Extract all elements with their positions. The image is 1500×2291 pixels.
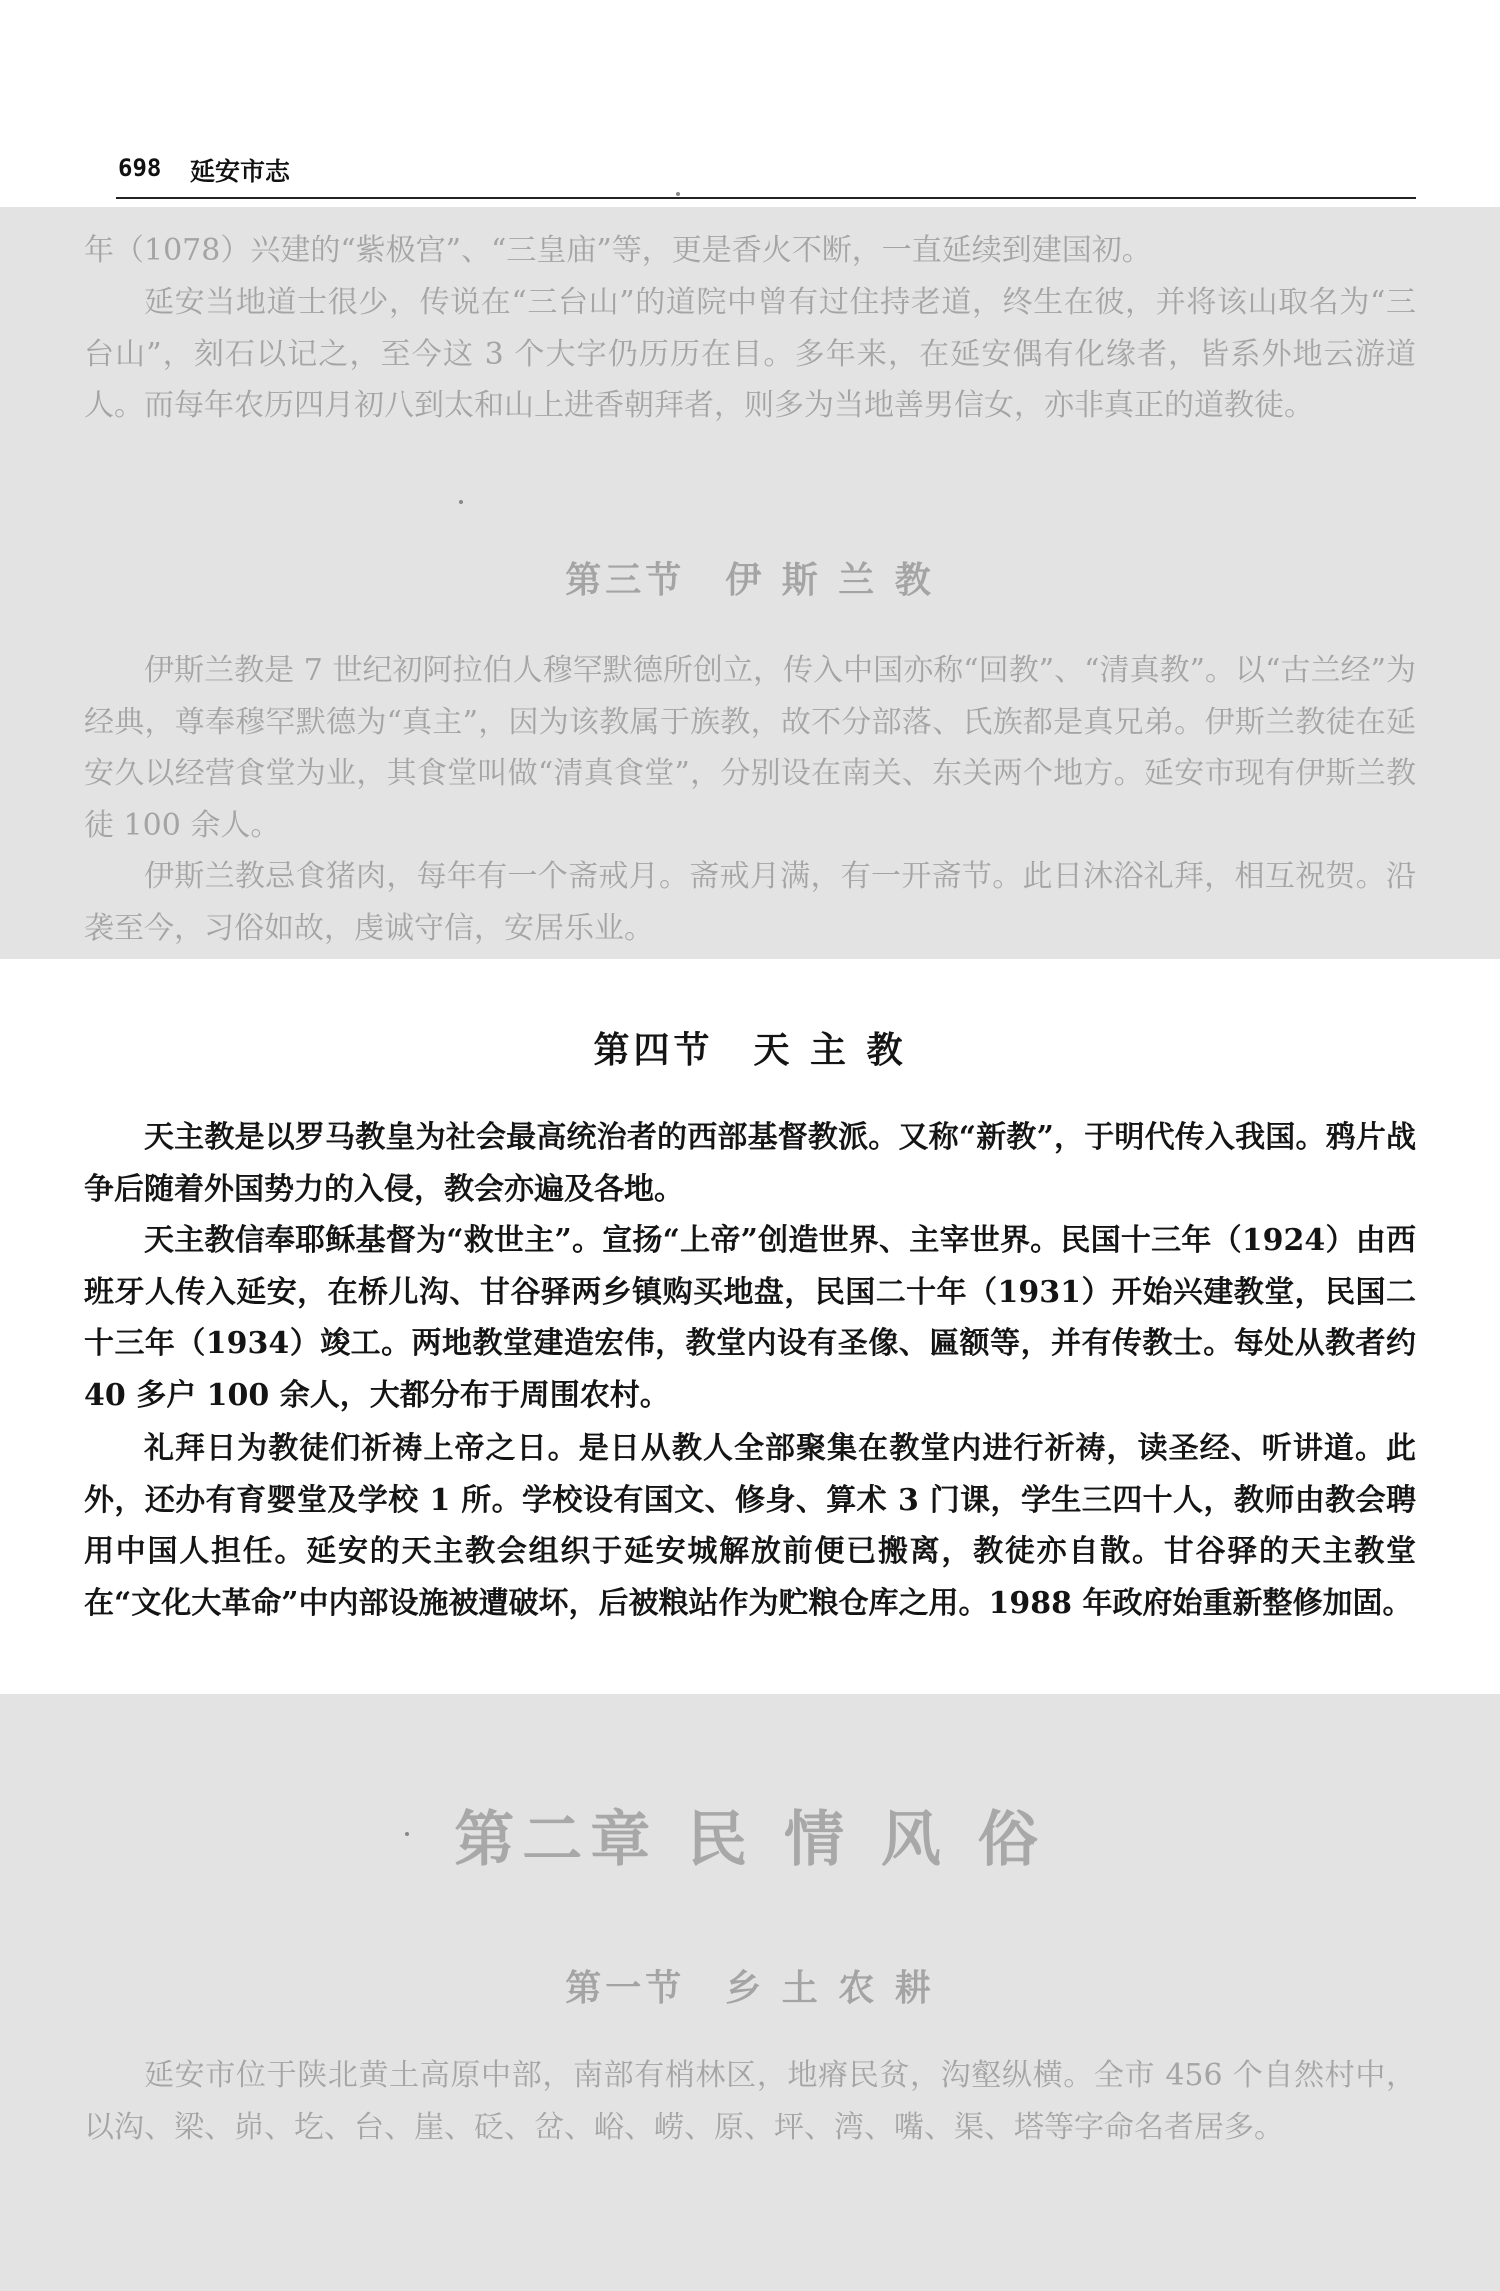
section3-title: 第三节 伊 斯 兰 教 [565, 559, 935, 601]
faded-paragraph-taoism-tail: 年（1078）兴建的“紫极宫”、“三皇庙”等，更是香火不断，一直延续到建国初。 [84, 233, 1152, 268]
page-number: 698 [118, 154, 162, 182]
catholic-paragraph-history: 天主教信奉耶稣基督为“救世主”。宣扬“上帝”创造世界、主宰世界。民国十三年（1924）由西班牙人传入延安，在桥儿沟、甘谷驿两乡镇购买地盘，民国二十年（1931）开始兴建教堂，民国二十三年（1934）竣工。两地教堂建造宏伟，教堂内设有圣像、匾额等，并有传教士。每处从教者约 40 多户 100 余人，大都分布于周围农村。 [84, 1223, 1416, 1413]
faded-paragraph-farming: 延安市位于陕北黄土高原中部，南部有梢林区，地瘠民贫，沟壑纵横。全市 456 个自然村中，以沟、梁、峁、圪、台、崖、砭、岔、峪、崂、原、坪、湾、嘴、渠、塔等字命名者居多。 [84, 2058, 1416, 2145]
print-speck [676, 192, 680, 196]
chapter2-title: 第二章 民 情 风 俗 [454, 1805, 1046, 1875]
faded-paragraph-islam-customs: 伊斯兰教忌食猪肉，每年有一个斋戒月。斋戒月满，有一开斋节。此日沐浴礼拜，相互祝贺。沿袭至今，习俗如故，虔诚守信，安居乐业。 [84, 859, 1416, 946]
faded-paragraph-islam-intro: 伊斯兰教是 7 世纪初阿拉伯人穆罕默德所创立，传入中国亦称“回教”、“清真教”。以“古兰经”为经典，尊奉穆罕默德为“真主”，因为该教属于族教，故不分部落、氏族都是真兄弟。伊斯兰教徒在延安久以经营食堂为业，其食堂叫做“清真食堂”，分别设在南关、东关两个地方。延安市现有伊斯兰教徒 100 余人。 [84, 653, 1416, 843]
catholic-paragraph-intro: 天主教是以罗马教皇为社会最高统治者的西部基督教派。又称“新教”，于明代传入我国。鸦片战争后随着外国势力的入侵，教会亦遍及各地。 [84, 1120, 1416, 1207]
print-speck [405, 1832, 409, 1836]
print-speck [459, 500, 463, 504]
header-rule [116, 197, 1416, 199]
section4-title: 第四节 天 主 教 [593, 1029, 907, 1071]
book-title: 延安市志 [190, 157, 291, 186]
section1-title: 第一节 乡 土 农 耕 [565, 1967, 935, 2009]
catholic-paragraph-worship: 礼拜日为教徒们祈祷上帝之日。是日从教人全部聚集在教堂内进行祈祷，读圣经、听讲道。此外，还办有育婴堂及学校 1 所。学校设有国文、修身、算术 3 门课，学生三四十人，教师由教会聘用中国人担任。延安的天主教会组织于延安城解放前便已搬离，教徒亦自散。甘谷驿的天主教堂在“文化大革命”中内部设施被遭破坏，后被粮站作为贮粮仓库之用。1988 年政府始重新整修加固。 [84, 1431, 1416, 1621]
page-header [118, 146, 1414, 196]
faded-paragraph-taoists: 延安当地道士很少，传说在“三台山”的道院中曾有过住持老道，终生在彼，并将该山取名为“三台山”，刻石以记之，至今这 3 个大字仍历历在目。多年来，在延安偶有化缘者，皆系外地云游道人。而每年农历四月初八到太和山上进香朝拜者，则多为当地善男信女，亦非真正的道教徒。 [84, 285, 1416, 423]
